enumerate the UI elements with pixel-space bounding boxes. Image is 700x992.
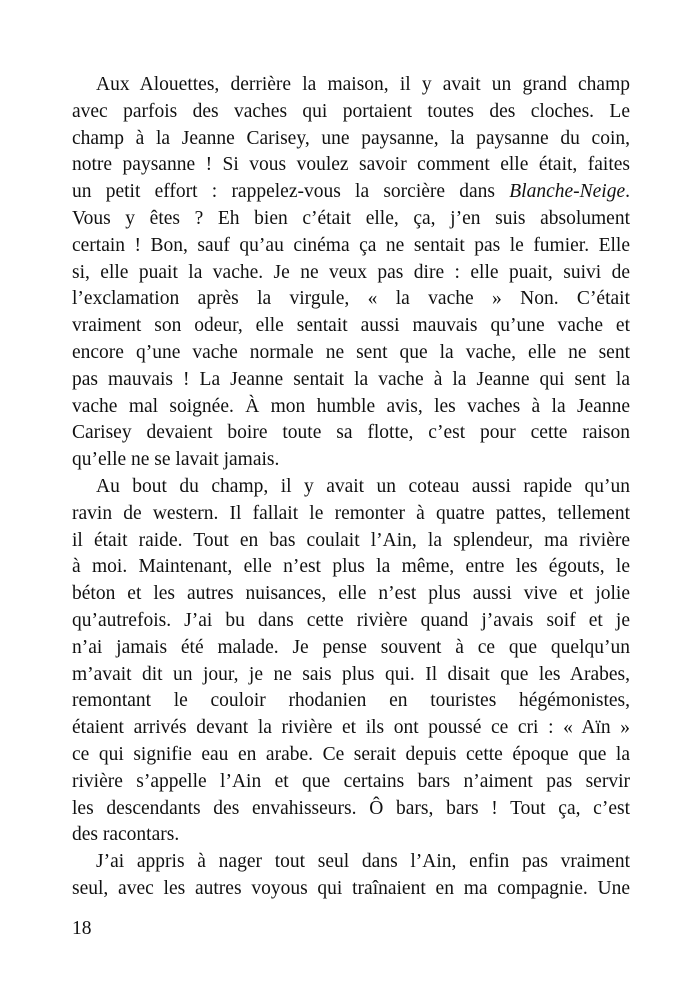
text-line: Carisey devaient boire toute sa flotte, c’est pour cette raison — [72, 422, 630, 444]
text-line: Vous y êtes ? Eh bien c’était elle, ça, j’en suis absolument — [72, 207, 630, 229]
text-line: champ à la Jeanne Carisey, une paysanne, la paysanne du coin, — [72, 127, 630, 149]
body-text — [72, 72, 630, 903]
text-fragment: un petit effort : rappelez-vous la sorcière dans — [72, 181, 510, 203]
text-line: Aux Alouettes, derrière la maison, il y avait un grand champ — [96, 74, 630, 95]
text-line: encore q’une vache normale ne sent que la vache, elle ne sent — [72, 341, 630, 363]
text-fragment: . — [625, 181, 630, 203]
text-line: l’exclamation après la virgule, « la vache » Non. C’était — [72, 288, 630, 310]
page-number: 18 — [72, 918, 92, 939]
text-line: si, elle puait la vache. Je ne veux pas dire : elle puait, suivi de — [72, 261, 630, 283]
italic-title: Blanche-Neige — [509, 181, 626, 203]
text-line — [72, 179, 630, 206]
text-line: vraiment son odeur, elle sentait aussi mauvais qu’une vache et — [72, 315, 630, 337]
text-line: notre paysanne ! Si vous voulez savoir comment elle était, faites — [72, 154, 630, 176]
text-line: qu’autrefois. J’ai bu dans cette rivière quand j’avais soif et je — [72, 609, 630, 631]
text-line: à moi. Maintenant, elle n’est plus la même, entre les égouts, le — [72, 556, 630, 578]
text-line: il était raide. Tout en bas coulait l’Ain, la splendeur, ma rivière — [72, 529, 630, 551]
text-line: ravin de western. Il fallait le remonter à quatre pattes, tellement — [72, 502, 630, 524]
text-line: les descendants des envahisseurs. Ô bars, bars ! Tout ça, c’est — [72, 797, 630, 819]
text-line: étaient arrivés devant la rivière et ils ont poussé ce cri : « Aïn » — [72, 717, 630, 739]
text-line: Au bout du champ, il y avait un coteau aussi rapide qu’un — [96, 475, 630, 497]
text-line: seul, avec les autres voyous qui traînaient en ma compagnie. Une — [72, 877, 630, 899]
text-line: vache mal soignée. À mon humble avis, les vaches à la Jeanne — [72, 395, 630, 417]
text-line: pas mauvais ! La Jeanne sentait la vache à la Jeanne qui sent la — [72, 368, 630, 390]
text-line: ce qui signifie eau en arabe. Ce serait depuis cette époque que la — [72, 743, 630, 765]
text-line: des racontars. — [72, 824, 180, 846]
text-line: J’ai appris à nager tout seul dans l’Ain, enfin pas vraiment — [96, 851, 630, 873]
text-line: m’avait dit un jour, je ne sais plus qui. Il disait que les Arabes, — [72, 663, 630, 685]
text-line: n’ai jamais été malade. Je pense souvent à ce que quelqu’un — [72, 636, 630, 658]
text-line: rivière s’appelle l’Ain et que certains bars n’aiment pas servir — [72, 770, 630, 792]
text-line: remontant le couloir rhodanien en touristes hégémonistes, — [72, 690, 630, 712]
text-line: béton et les autres nuisances, elle n’est plus aussi vive et jolie — [72, 583, 630, 605]
text-line: qu’elle ne se lavait jamais. — [72, 449, 280, 471]
text-line: avec parfois des vaches qui portaient toutes des cloches. Le — [72, 100, 630, 122]
text-line: certain ! Bon, sauf qu’au cinéma ça ne sentait pas le fumier. Elle — [72, 234, 630, 256]
